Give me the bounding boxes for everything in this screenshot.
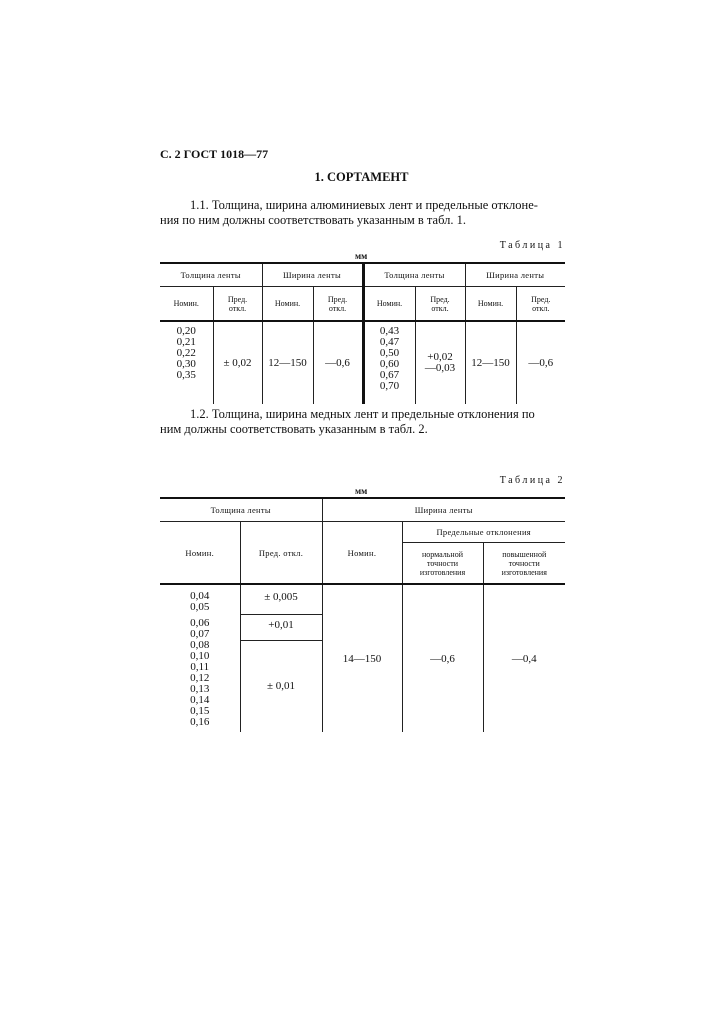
paragraph-line: ния по ним должны соответствовать указанным в табл. 1.	[160, 213, 467, 227]
table-1-subheader: Пред. откл.	[313, 287, 363, 322]
table-1-cell: 12—150	[262, 321, 313, 404]
table-1-units: мм	[355, 251, 368, 261]
table-2-cell: —0,4	[483, 584, 565, 732]
table-2-thickness-header: Толщина ленты	[160, 498, 322, 522]
table-1-cell: 12—150	[465, 321, 516, 404]
table-2-cell: 0,06 0,07	[190, 617, 210, 640]
table-1-cell: 0,20 0,21 0,22 0,30 0,35	[176, 325, 196, 381]
table-2-high-accuracy-header: повышенной точности изготовления	[483, 543, 565, 585]
paragraph-line: 1.1. Толщина, ширина алюминиевых лент и предельные отклоне-	[190, 198, 538, 212]
table-2-dev-header: Пред. откл.	[240, 522, 322, 585]
table-1-subheader: Пред. откл.	[516, 287, 565, 322]
table-2-cell: +0,01	[240, 614, 322, 640]
table-1-cell: 0,43 0,47 0,50 0,60 0,67 0,70	[363, 321, 415, 404]
table-1-group-header: Ширина ленты	[465, 263, 565, 287]
table-2-label: Таблица 2	[499, 475, 565, 486]
table-2-nominal-header: Номин.	[160, 522, 240, 585]
table-1-subheader: Номин.	[465, 287, 516, 322]
paragraph-1-2	[160, 407, 565, 437]
table-1-cell: +0,02 —0,03	[415, 321, 465, 404]
paragraph-line: 1.2. Толщина, ширина медных лент и предельные отклонения по	[190, 407, 535, 421]
table-1-subheader: Номин.	[160, 287, 213, 322]
table-1-subheader: Пред. откл.	[213, 287, 262, 322]
table-2-cell: 14—150	[322, 584, 402, 732]
table-1-group-header: Толщина ленты	[160, 263, 262, 287]
table-1-subheader: Пред. откл.	[415, 287, 465, 322]
section-title: 1. СОРТАМЕНТ	[314, 170, 409, 184]
table-2-cell: 0,08 0,10 0,11 0,12 0,13 0,14 0,15 0,16	[190, 639, 210, 728]
table-1-cell: —0,6	[516, 321, 565, 404]
table-2-width-nominal-header: Номин.	[322, 522, 402, 585]
table-2-units: мм	[355, 486, 368, 496]
table-1	[160, 262, 565, 404]
paragraph-1-1	[160, 198, 565, 228]
table-1-cell: —0,6	[313, 321, 363, 404]
table-2-limit-dev-header: Предельные отклонения	[402, 522, 565, 543]
paragraph-line: ним должны соответствовать указанным в табл. 2.	[160, 422, 428, 436]
table-2	[160, 497, 565, 732]
table-2-cell: 0,04 0,05	[190, 590, 210, 613]
table-2-cell: ± 0,005	[240, 584, 322, 614]
table-2-cell: —0,6	[402, 584, 483, 732]
table-1-label: Таблица 1	[499, 240, 565, 251]
table-2-normal-accuracy-header: нормальной точности изготовления	[402, 543, 483, 585]
table-2-cell: ± 0,01	[240, 640, 322, 732]
table-1-group-header: Толщина ленты	[363, 263, 465, 287]
page-header: С. 2 ГОСТ 1018—77	[160, 147, 269, 161]
table-1-subheader: Номин.	[262, 287, 313, 322]
table-1-cell: ± 0,02	[213, 321, 262, 404]
table-1-group-header: Ширина ленты	[262, 263, 363, 287]
table-2-width-header: Ширина ленты	[322, 498, 565, 522]
table-1-subheader: Номин.	[363, 287, 415, 322]
